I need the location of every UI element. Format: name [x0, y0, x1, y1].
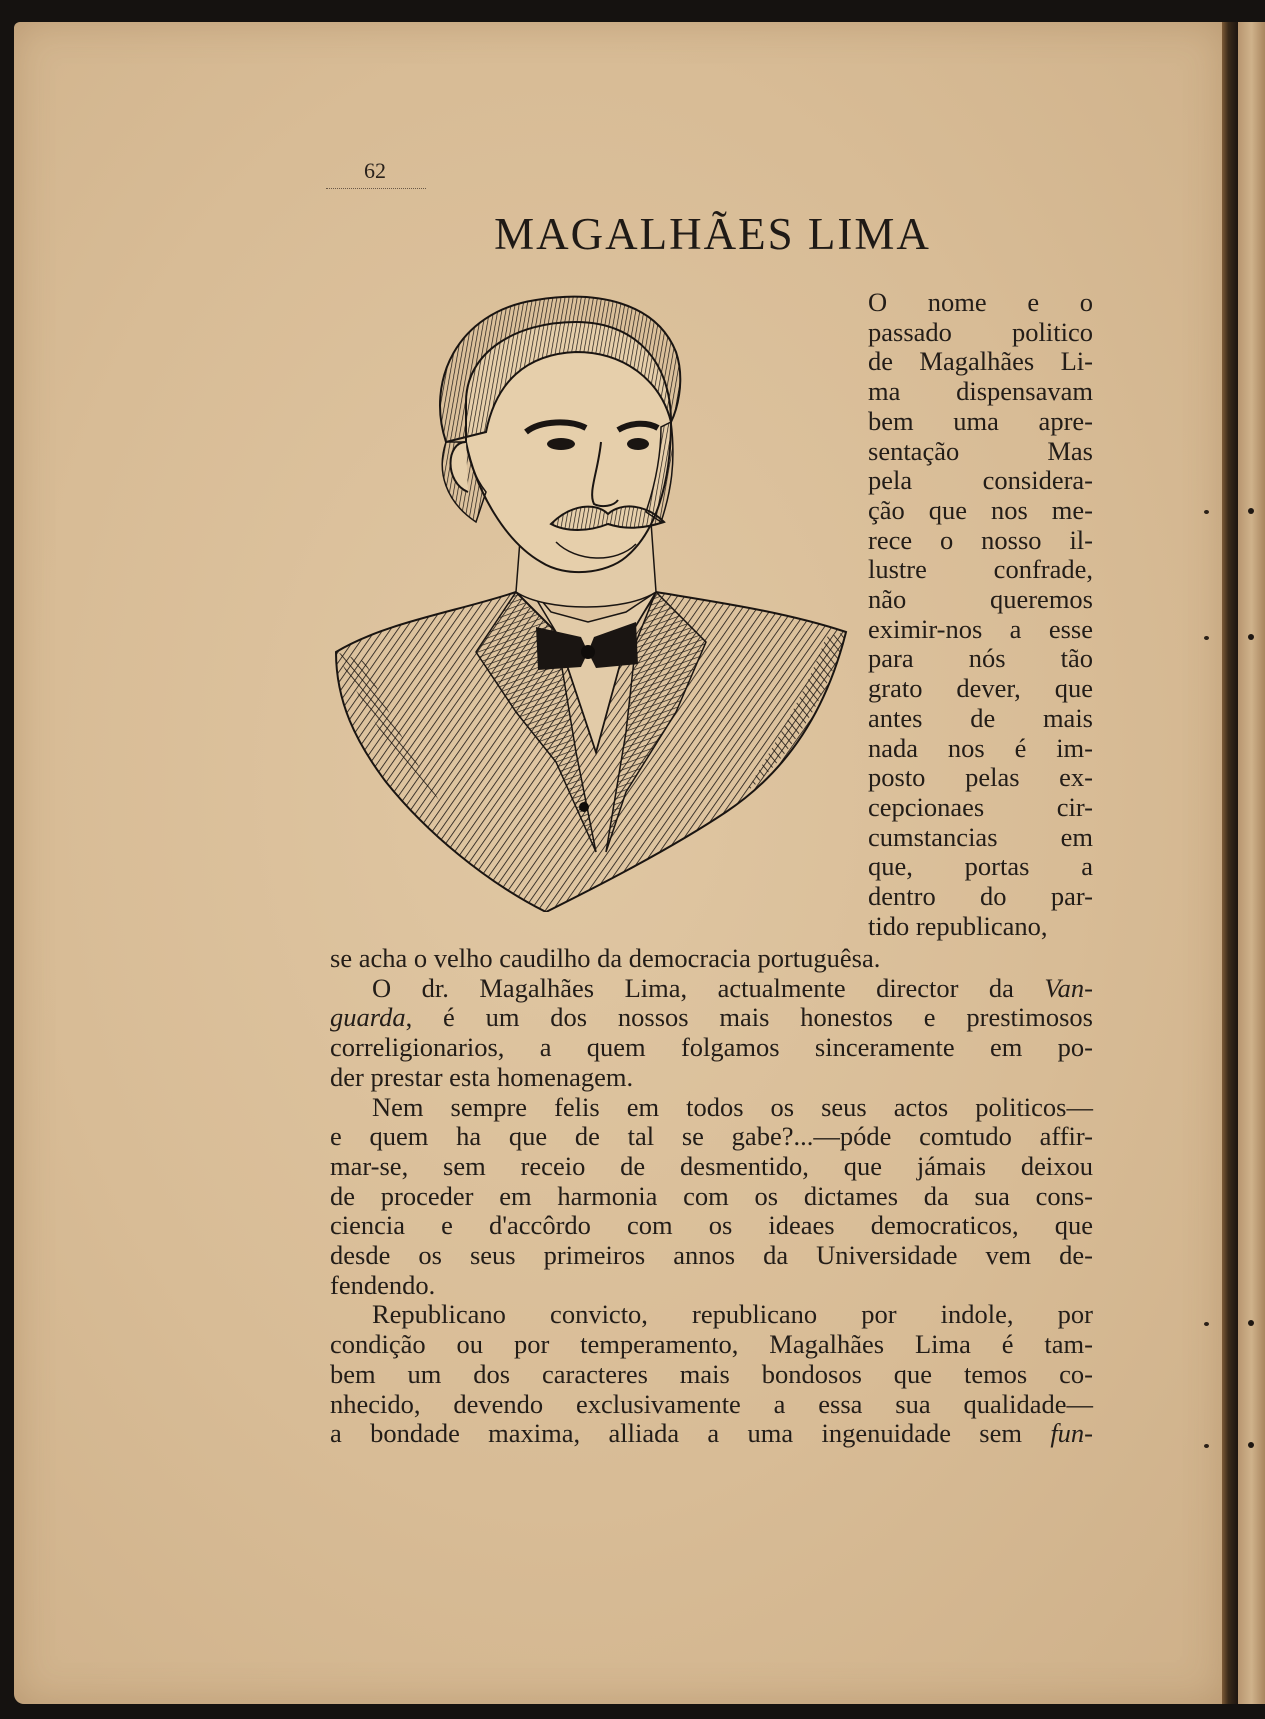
text-line: correligionarios, a quem folgamos sinceramente em po-	[330, 1032, 1093, 1063]
binding-stitch	[1248, 634, 1254, 640]
text-line: nada nos é im-	[868, 732, 1093, 763]
binding-mark	[1204, 1444, 1209, 1448]
text-line: ma dispensavam	[868, 376, 1093, 407]
text-line: posto pelas ex-	[868, 762, 1093, 793]
text-line: antes de mais	[868, 702, 1093, 733]
text-line: Nem sempre felis em todos os seus actos politicos—	[372, 1091, 1093, 1122]
text-line: eximir-nos a esse	[868, 613, 1093, 644]
text-line: ção que nos me-	[868, 494, 1093, 525]
text-line: mar-se, sem receio de desmentido, que jámais deixou	[330, 1150, 1093, 1181]
text-line: para nós tão	[868, 643, 1093, 674]
text-line: bem um dos caracteres mais bondosos que temos co-	[330, 1358, 1093, 1389]
text-line: se acha o velho caudilho da democracia portuguêsa.	[330, 943, 881, 973]
text-line: ciencia e d'accôrdo com os ideaes democraticos, que	[330, 1210, 1093, 1241]
binding-stitch	[1248, 1442, 1254, 1448]
text-line: cepcionaes cir-	[868, 791, 1093, 822]
text-line: passado politico	[868, 316, 1093, 347]
text-line: sentação Mas	[868, 435, 1093, 466]
text-line: nhecido, devendo exclusivamente a essa sua qualidade—	[330, 1388, 1093, 1419]
text-line: O nome e o	[868, 287, 1093, 317]
binding-stitch	[1248, 1320, 1254, 1326]
binding-mark	[1204, 510, 1209, 514]
text-line: e quem ha que de tal se gabe?...—póde comtudo affir-	[330, 1121, 1093, 1152]
book-spine	[1222, 22, 1238, 1704]
text-line: tido republicano,	[868, 910, 1048, 941]
binding-mark	[1204, 1322, 1209, 1326]
text-line: lustre confrade,	[868, 554, 1093, 585]
text-segment: , é um dos nossos mais honestos e prestimosos	[405, 1002, 1093, 1033]
binding-stitch	[1248, 508, 1254, 514]
text-segment: a bondade maxima, alliada a uma ingenuidade sem	[330, 1418, 1051, 1449]
text-line: pela considera-	[868, 465, 1093, 496]
text-line: dentro do par-	[868, 881, 1093, 912]
text-line: der prestar esta homenagem.	[330, 1061, 634, 1092]
facing-page-edge	[1238, 22, 1265, 1704]
text-line: de Magalhães Li-	[868, 346, 1093, 377]
page-title: MAGALHÃES LIMA	[494, 209, 931, 259]
text-line: fendendo.	[330, 1269, 436, 1300]
text-line: Republicano convicto, republicano por indole, por	[372, 1299, 1093, 1330]
text-line	[330, 974, 1093, 1004]
text-line: condição ou por temperamento, Magalhães Lima é tam-	[330, 1329, 1093, 1360]
text-segment: O dr. Magalhães Lima, actualmente director da	[372, 972, 1045, 1003]
text-line: cumstancias em	[868, 821, 1093, 852]
page-number: 62	[364, 158, 386, 183]
body-text	[330, 944, 1093, 1449]
text-line: não queremos	[868, 584, 1093, 615]
text-line: desde os seus primeiros annos da Universidade vem de-	[330, 1240, 1093, 1271]
text-line: de proceder em harmonia com os dictames da sua cons-	[330, 1180, 1093, 1211]
binding-mark	[1204, 636, 1209, 640]
text-line	[330, 1419, 1093, 1449]
intro-text-column	[868, 288, 1093, 941]
newspaper-name: guarda	[330, 1002, 406, 1033]
engraved-portrait-illustration	[326, 292, 862, 912]
text-line: grato dever, que	[868, 673, 1093, 704]
newspaper-name: Van-	[1044, 972, 1093, 1003]
page-number-rule	[326, 188, 426, 189]
text-line: rece o nosso il-	[868, 524, 1093, 555]
text-line	[330, 1003, 1093, 1033]
text-segment-italic: fun-	[1050, 1418, 1093, 1449]
text-line: bem uma apre-	[868, 405, 1093, 436]
text-line: que, portas a	[868, 851, 1093, 882]
